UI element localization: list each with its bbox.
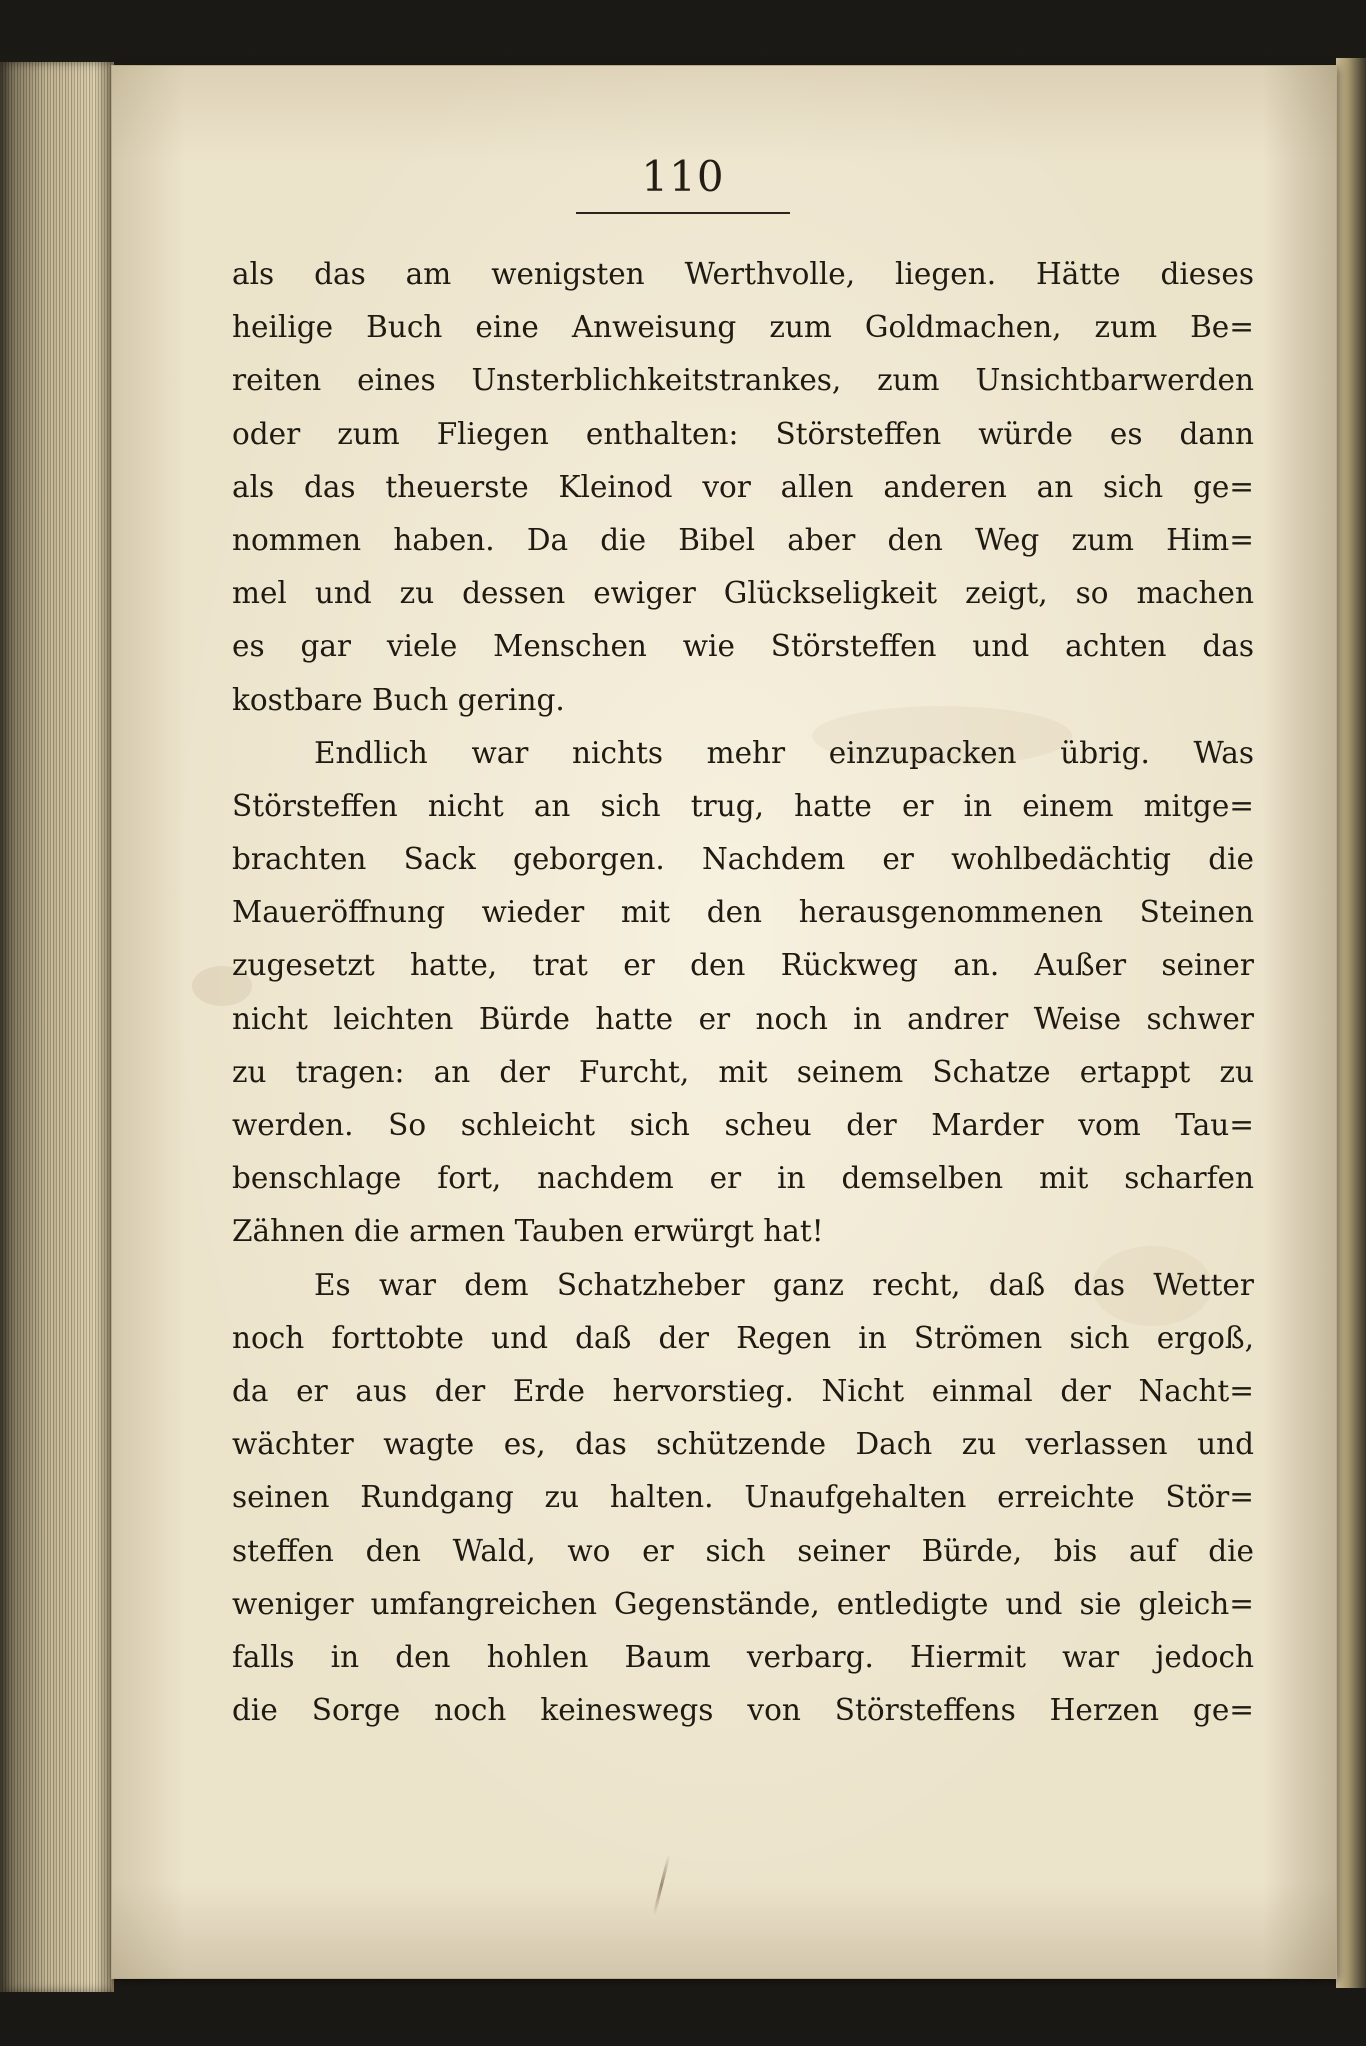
text-line: nommen haben. Da die Bibel aber den Weg zum Him= xyxy=(232,522,1254,557)
text-line: kostbare Buch gering. xyxy=(232,682,565,717)
text-line: Zähnen die armen Tauben erwürgt hat! xyxy=(232,1214,824,1249)
text-line: mel und zu dessen ewiger Glückseligkeit zeigt, so machen xyxy=(232,576,1254,611)
text-line: Es war dem Schatzheber ganz recht, daß das Wetter xyxy=(314,1267,1254,1302)
text-line: weniger umfangreichen Gegenstände, entledigte und sie gleich= xyxy=(232,1586,1254,1621)
text-line: die Sorge noch keineswegs von Störsteffens Herzen ge= xyxy=(232,1693,1254,1728)
text-line: Endlich war nichts mehr einzupacken übrig. Was xyxy=(314,735,1254,770)
text-line: steffen den Wald, wo er sich seiner Bürde, bis auf die xyxy=(232,1533,1254,1568)
text-line: Maueröffnung wieder mit den herausgenommenen Steinen xyxy=(232,895,1254,930)
text-line: es gar viele Menschen wie Störsteffen und achten das xyxy=(232,629,1254,664)
body-text xyxy=(232,248,1254,1737)
text-line: benschlage fort, nachdem er in demselben mit scharfen xyxy=(232,1161,1254,1196)
pencil-mark xyxy=(653,1855,671,1916)
text-line: als das theuerste Kleinod vor allen anderen an sich ge= xyxy=(232,469,1254,504)
page-edges-shadow xyxy=(0,62,112,1992)
text-line: seinen Rundgang zu halten. Unaufgehalten erreichte Stör= xyxy=(232,1480,1254,1515)
right-page-edge xyxy=(1336,58,1366,1988)
text-line: oder zum Fliegen enthalten: Störsteffen würde es dann xyxy=(232,416,1254,451)
text-line: Störsteffen nicht an sich trug, hatte er in einem mitge= xyxy=(232,788,1254,823)
text-line: zu tragen: an der Furcht, mit seinem Schatze ertappt zu xyxy=(232,1054,1254,1089)
text-line: wächter wagte es, das schützende Dach zu verlassen und xyxy=(232,1427,1254,1462)
page-number-rule xyxy=(576,212,790,214)
text-line: werden. So schleicht sich scheu der Marder vom Tau= xyxy=(232,1108,1254,1142)
text-line: brachten Sack geborgen. Nachdem er wohlbedächtig die xyxy=(232,842,1254,877)
page-number: 110 xyxy=(641,152,725,201)
text-line: als das am wenigsten Werthvolle, liegen. Hätte dieses xyxy=(232,257,1254,291)
text-line: nicht leichten Bürde hatte er noch in andrer Weise schwer xyxy=(232,1001,1254,1036)
text-line: falls in den hohlen Baum verbarg. Hiermit war jedoch xyxy=(232,1639,1254,1674)
text-line: zugesetzt hatte, trat er den Rückweg an. Außer seiner xyxy=(232,948,1254,983)
text-line: heilige Buch eine Anweisung zum Goldmachen, zum Be= xyxy=(232,310,1254,345)
text-line: noch forttobte und daß der Regen in Strömen sich ergoß, xyxy=(232,1320,1254,1355)
text-line: reiten eines Unsterblichkeitstrankes, zum Unsichtbarwerden xyxy=(232,363,1254,398)
text-line: da er aus der Erde hervorstieg. Nicht einmal der Nacht= xyxy=(232,1373,1254,1408)
